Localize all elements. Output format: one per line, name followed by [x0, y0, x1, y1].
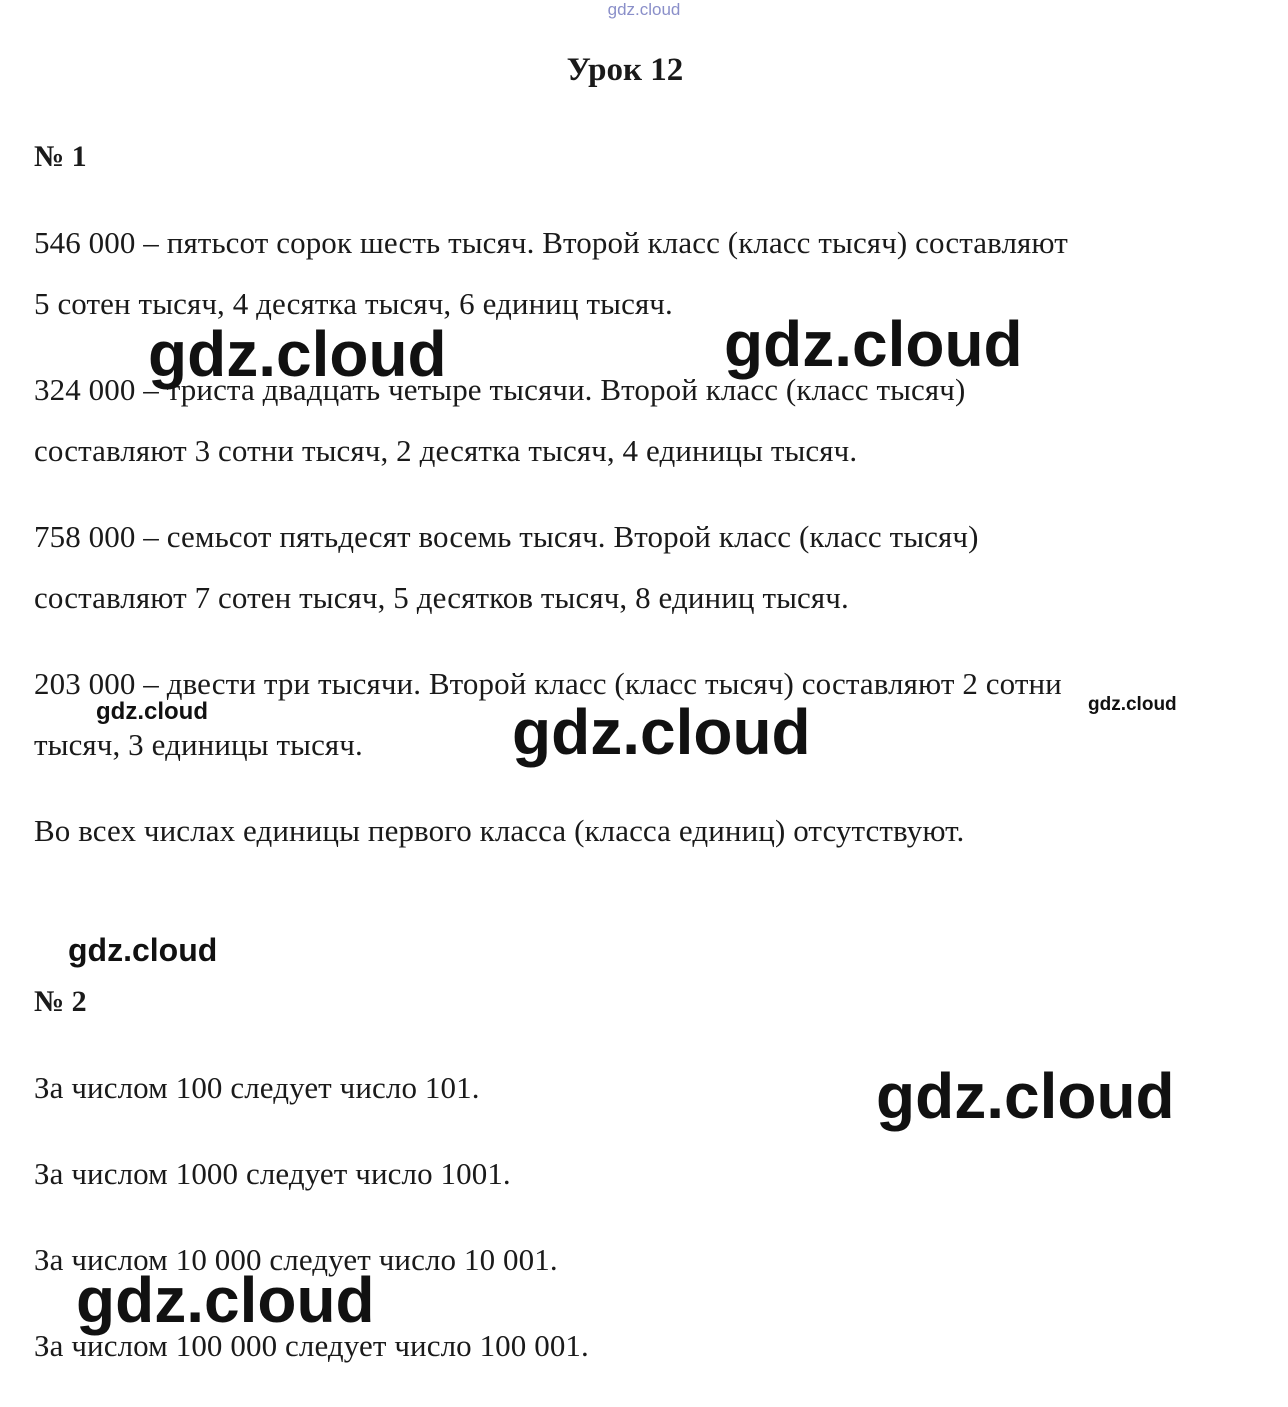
watermark: gdz.cloud	[512, 696, 811, 768]
watermark: gdz.cloud	[96, 698, 208, 725]
task-2-line: За числом 1000 следует число 1001.	[34, 1156, 511, 1191]
task-2-line: За числом 100 следует число 101.	[34, 1070, 480, 1105]
watermark: gdz.cloud	[76, 1264, 375, 1336]
task-1-line: 546 000 – пятьсот сорок шесть тысяч. Второй класс (класс тысяч) составляют	[34, 225, 1068, 260]
task-1-line: Во всех числах единицы первого класса (класса единиц) отсутствуют.	[34, 813, 965, 848]
task-1-line: 203 000 – двести три тысячи. Второй класс (класс тысяч) составляют 2 сотни	[34, 666, 1062, 701]
watermark: gdz.cloud	[68, 932, 218, 968]
task-1-line: тысяч, 3 единицы тысяч.	[34, 727, 363, 762]
watermark: gdz.cloud	[876, 1060, 1175, 1132]
task-2-number: № 2	[34, 985, 87, 1018]
watermark: gdz.cloud	[148, 318, 447, 390]
task-1-line: 5 сотен тысяч, 4 десятка тысяч, 6 единиц тысяч.	[34, 286, 673, 321]
task-1-line: составляют 3 сотни тысяч, 2 десятка тысяч, 4 единицы тысяч.	[34, 433, 858, 468]
task-1-line: 324 000 – триста двадцать четыре тысячи. Второй класс (класс тысяч)	[34, 372, 966, 407]
header-watermark: gdz.cloud	[607, 0, 681, 19]
task-1-number: № 1	[34, 140, 87, 173]
watermark: gdz.cloud	[724, 308, 1023, 380]
page-title: Урок 12	[566, 52, 684, 88]
watermark: gdz.cloud	[1088, 694, 1177, 715]
task-2-line: За числом 100 000 следует число 100 001.	[34, 1328, 589, 1363]
task-1-line: 758 000 – семьсот пятьдесят восемь тысяч. Второй класс (класс тысяч)	[34, 519, 979, 554]
task-1-line: составляют 7 сотен тысяч, 5 десятков тысяч, 8 единиц тысяч.	[34, 580, 849, 615]
task-2-line: За числом 10 000 следует число 10 001.	[34, 1242, 558, 1277]
